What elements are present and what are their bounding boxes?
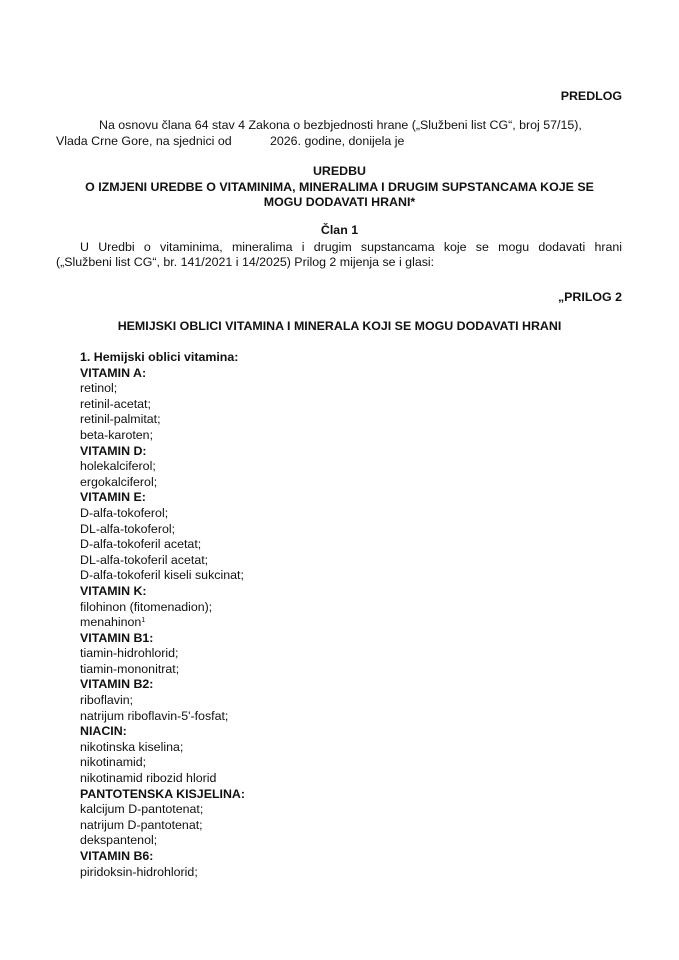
group-heading: VITAMIN B1: [80, 630, 154, 645]
group-heading: NIACIN: [80, 724, 127, 739]
regulation-title-2: O IZMJENI UREDBE O VITAMINIMA, MINERALIMA I DRUGIM SUPSTANCAMA KOJE SE [85, 180, 594, 194]
preamble-line-2a: Vlada Crne Gore, na sjednici od [56, 134, 232, 148]
list-item: kalcijum D-pantotenat; [80, 802, 204, 817]
list-item: tiamin-mononitrat; [80, 661, 180, 676]
list-item: holekalciferol; [80, 459, 156, 474]
group-heading: VITAMIN A: [80, 365, 147, 380]
annex-label: „PRILOG 2 [557, 290, 622, 304]
article-line-2: („Službeni list CG“, br. 141/2021 i 14/2025) Prilog 2 mijenja se i glasi: [56, 255, 435, 269]
list-item: nikotinamid ribozid hlorid [80, 771, 217, 786]
vitamin-list [80, 350, 245, 880]
list-item: retinil-palmitat; [80, 412, 161, 427]
list-item: beta-karoten; [80, 427, 154, 442]
list-item: retinol; [80, 381, 118, 396]
predlog-label: PREDLOG [560, 89, 622, 103]
list-item: D-alfa-tokoferil acetat; [80, 537, 202, 552]
list-item: piridoksin-hidrohlorid; [80, 864, 198, 879]
list-item: nikotinamid; [80, 755, 147, 770]
list-item: D-alfa-tokoferil kiseli sukcinat; [80, 568, 244, 583]
list-item: natrijum riboflavin-5'-fosfat; [80, 708, 229, 723]
list-item: retinil-acetat; [80, 396, 151, 411]
list-item: dekspantenol; [80, 833, 158, 848]
section-title: 1. Hemijski oblici vitamina: [80, 350, 239, 364]
group-heading: VITAMIN B2: [80, 677, 154, 692]
list-item: natrijum D-pantotenat; [80, 817, 203, 832]
list-item: D-alfa-tokoferol; [80, 505, 169, 520]
list-item: tiamin-hidrohlorid; [80, 646, 179, 661]
list-item: nikotinska kiselina; [80, 739, 184, 754]
group-heading: VITAMIN E: [80, 490, 146, 505]
regulation-title-3: MOGU DODAVATI HRANI* [263, 195, 416, 209]
group-heading: VITAMIN B6: [80, 849, 154, 863]
group-heading: PANTOTENSKA KISJELINA: [80, 786, 245, 801]
regulation-title-1: UREDBU [312, 164, 366, 178]
footnote-marker: 1 [141, 617, 146, 625]
group-heading: VITAMIN D: [80, 443, 147, 458]
list-item-text: menahinon [80, 615, 142, 630]
article-heading: Član 1 [320, 223, 359, 237]
list-item: DL-alfa-tokoferil acetat; [80, 552, 209, 567]
article-line-1: U Uredbi o vitaminima, mineralima i drugim supstancama koje se mogu dodavati hrani [80, 240, 622, 254]
list-item [80, 615, 245, 631]
annex-heading: HEMIJSKI OBLICI VITAMINA I MINERALA KOJI SE MOGU DODAVATI HRANI [117, 319, 562, 333]
list-item: riboflavin; [80, 693, 134, 708]
list-item: filohinon (fitomenadion); [80, 599, 213, 614]
group-heading: VITAMIN K: [80, 583, 147, 598]
preamble-line-2b: 2026. godine, donijela je [270, 134, 405, 148]
preamble-line-1: Na osnovu člana 64 stav 4 Zakona o bezbjednosti hrane („Službeni list CG“, broj 57/15), [99, 118, 582, 132]
list-item: ergokalciferol; [80, 474, 158, 489]
list-item: DL-alfa-tokoferol; [80, 521, 176, 536]
